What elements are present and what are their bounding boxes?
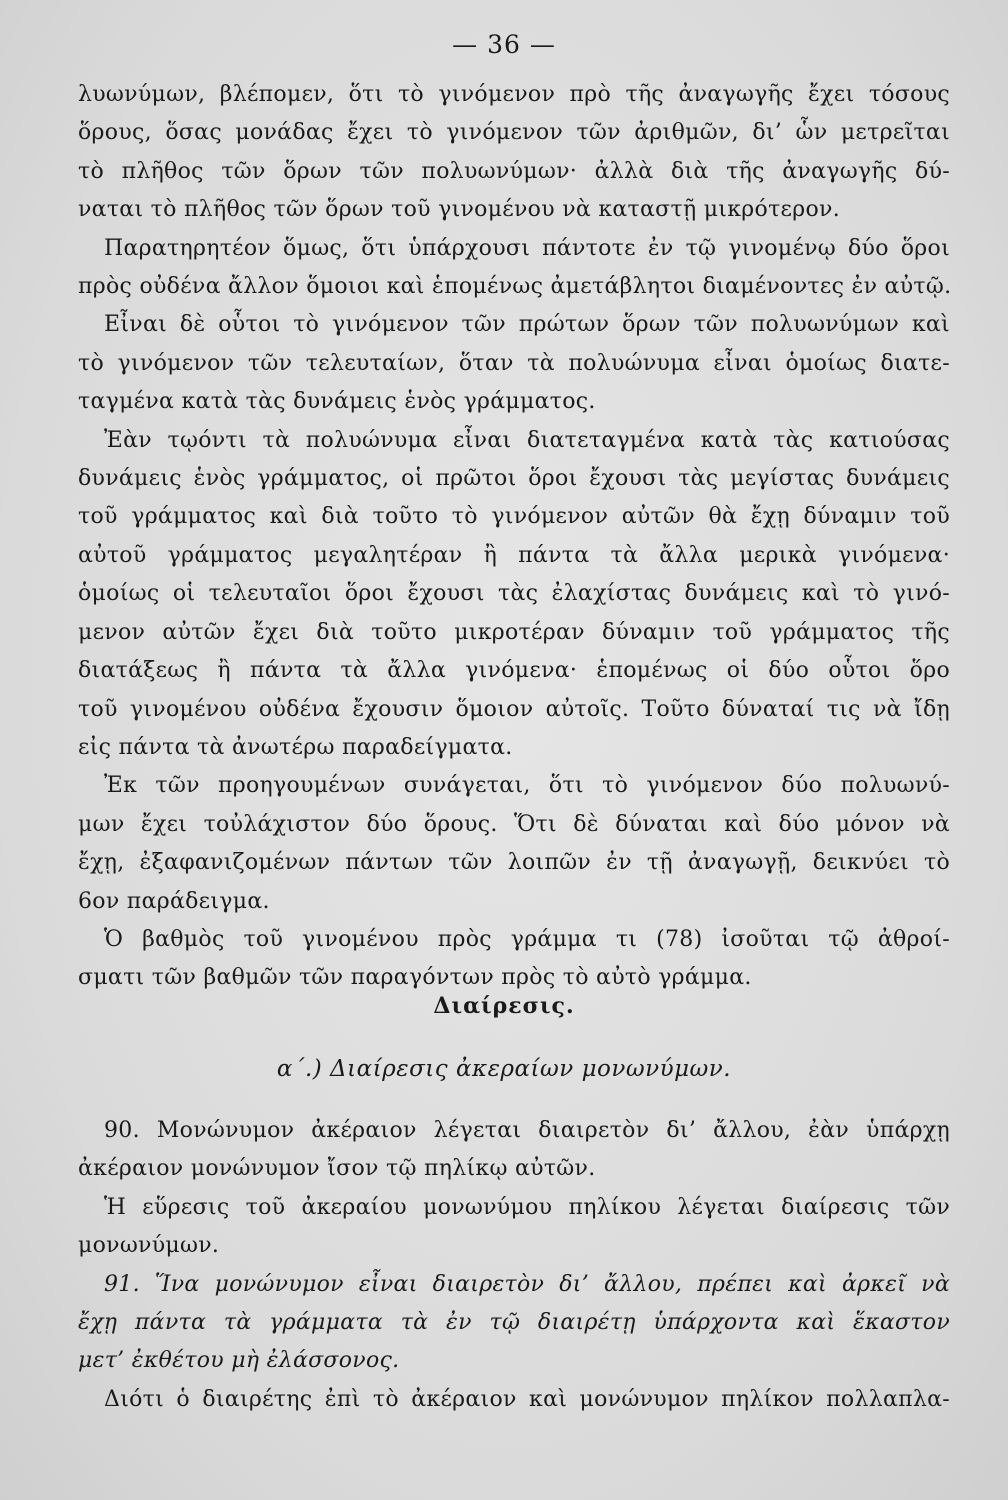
body-text-block-2	[78, 1112, 950, 1419]
text-line: μετ’ ἐκθέτου μὴ ἐλάσσονος.	[78, 1348, 400, 1374]
text-line: μων ἔχει τοὐλάχιστον δύο ὅρους. Ὅτι δὲ δύναται καὶ δύο μόνον νὰ	[78, 811, 950, 837]
text-line: πρὸς οὐδένα ἄλλον ὅμοιοι καὶ ἑπομένως ἀμετάβλητοι διαμένοντες ἐν αὐτῷ.	[78, 274, 952, 300]
text-line: Ἐὰν τῳόντι τὰ πολυώνυμα εἶναι διατεταγμένα κατὰ τὰς κατιούσας	[104, 427, 950, 453]
text-line: Ἐκ τῶν προηγουμένων συνάγεται, ὅτι τὸ γινόμενον δύο πολυωνύ-	[104, 773, 950, 799]
text-line: Ἡ εὕρεσις τοῦ ἀκεραίου μονωνύμου πηλίκου λέγεται διαίρεσις τῶν	[104, 1194, 950, 1220]
text-line: ὁμοίως οἱ τελευταῖοι ὅροι ἔχουσι τὰς ἐλαχίστας δυνάμεις καὶ τὸ γινό-	[78, 581, 950, 607]
text-line: τὸ πλῆθος τῶν ὅρων τῶν πολυωνύμων· ἀλλὰ διὰ τῆς ἀναγωγῆς δύ-	[78, 158, 950, 184]
text-line: Ὁ βαθμὸς τοῦ γινομένου πρὸς γράμμα τι (78) ἰσοῦται τῷ ἀθροί-	[104, 926, 950, 952]
text-line: μενον αὐτῶν ἔχει διὰ τοῦτο μικροτέραν δύναμιν τοῦ γράμματος τῆς	[78, 619, 950, 645]
text-line: σματι τῶν βαθμῶν τῶν παραγόντων πρὸς τὸ αὐτὸ γράμμα.	[78, 965, 752, 991]
subsection-heading: α΄.) Διαίρεσις ἀκεραίων μονωνύμων.	[276, 1056, 732, 1082]
text-line: ναται τὸ πλῆθος τῶν ὅρων τοῦ γινομένου νὰ καταστῇ μικρότερον.	[78, 197, 840, 223]
text-line: 90. Μονώνυμον ἀκέραιον λέγεται διαιρετὸν δι’ ἄλλου, ἐὰν ὑπάρχῃ	[104, 1118, 950, 1143]
text-line: μονωνύμων.	[78, 1233, 220, 1259]
text-line: τοῦ γινομένου οὐδένα ἔχουσιν ὅμοιον αὐτοῖς. Τοῦτο δύναταί τις νὰ ἴδῃ	[78, 696, 950, 722]
text-line: ταγμένα κατὰ τὰς δυνάμεις ἑνὸς γράμματος.	[78, 389, 596, 415]
page-number: — 36 —	[452, 30, 556, 59]
text-line: ἔχῃ πάντα τὰ γράμματα τὰ ἐν τῷ διαιρέτῃ ὑπάρχοντα καὶ ἕκαστον	[78, 1310, 950, 1336]
body-text-block-1	[78, 76, 950, 998]
text-line: αὐτοῦ γράμματος μεγαλητέραν ἢ πάντα τὰ ἄλλα μερικὰ γινόμενα·	[78, 542, 950, 568]
text-line: τὸ γινόμενον τῶν τελευταίων, ὅταν τὰ πολυώνυμα εἶναι ὁμοίως διατε-	[78, 350, 950, 376]
text-line: τοῦ γράμματος καὶ διὰ τοῦτο τὸ γινόμενον αὐτῶν θὰ ἔχῃ δύναμιν τοῦ	[78, 504, 950, 530]
text-line: λυωνύμων, βλέπομεν, ὅτι τὸ γινόμενον πρὸ τῆς ἀναγωγῆς ἔχει τόσους	[78, 82, 950, 107]
text-line: Παρατηρητέον ὅμως, ὅτι ὑπάρχουσι πάντοτε ἐν τῷ γινομένῳ δύο ὅροι	[104, 235, 950, 261]
text-line: ἀκέραιον μονώνυμον ἴσον τῷ πηλίκῳ αὐτῶν.	[78, 1156, 596, 1182]
text-line: Διότι ὁ διαιρέτης ἐπὶ τὸ ἀκέραιον καὶ μονώνυμον πηλίκον πολλαπλα-	[104, 1386, 950, 1412]
text-line: διατάξεως ἢ πάντα τὰ ἄλλα γινόμενα· ἑπομένως οἱ δύο οὗτοι ὅρο	[78, 658, 950, 684]
text-line: ὅρους, ὅσας μονάδας ἔχει τὸ γινόμενον τῶν ἀριθμῶν, δι’ ὧν μετρεῖται	[78, 120, 950, 146]
text-line: εἰς πάντα τὰ ἀνωτέρω παραδείγματα.	[78, 734, 513, 760]
text-line: δυνάμεις ἑνὸς γράμματος, οἱ πρῶτοι ὅροι ἔχουσι τὰς μεγίστας δυνάμεις	[78, 466, 950, 492]
text-line: 6ον παράδειγμα.	[78, 888, 270, 914]
text-line: Εἶναι δὲ οὗτοι τὸ γινόμενον τῶν πρώτων ὅρων τῶν πολυωνύμων καὶ	[104, 312, 950, 338]
section-heading: Διαίρεσις.	[433, 993, 575, 1019]
text-line: 91. Ἵνα μονώνυμον εἶναι διαιρετὸν δι’ ἄλλου, πρέπει καὶ ἀρκεῖ νὰ	[104, 1271, 950, 1297]
text-line: ἔχῃ, ἐξαφανιζομένων πάντων τῶν λοιπῶν ἐν τῇ ἀναγωγῇ, δεικνύει τὸ	[78, 850, 950, 876]
